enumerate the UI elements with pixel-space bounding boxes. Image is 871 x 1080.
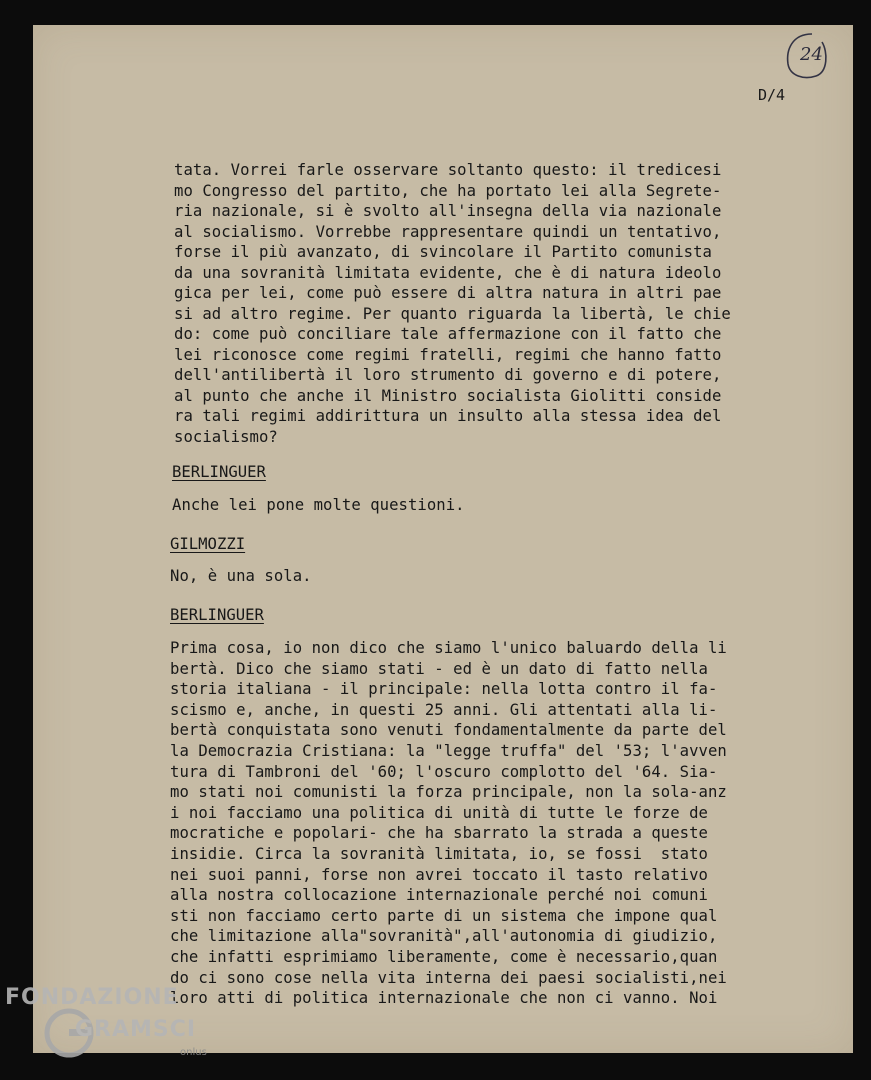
speaker-name: BERLINGUER — [172, 463, 266, 481]
text-line: si ad altro regime. Per quanto riguarda la libertà, le chie — [174, 304, 731, 323]
text-line: loro atti di politica internazionale che non ci vanno. Noi — [170, 989, 718, 1008]
text-line: do ci sono cose nella vita interna dei paesi socialisti,nei — [170, 968, 727, 987]
text-line: al socialismo. Vorrebbe rappresentare quindi un tentativo, — [174, 222, 722, 241]
text-line: da una sovranità limitata evidente, che è di natura ideolo — [174, 263, 722, 282]
text-line: ra tali regimi addirittura un insulto alla stessa idea del — [174, 407, 722, 425]
text-line: bertà conquistata sono venuti fondamentalmente da parte del — [170, 721, 727, 740]
text-line: do: come può conciliare tale affermazione con il fatto che — [174, 325, 722, 343]
text-line: al punto che anche il Ministro socialista Giolitti conside — [174, 386, 722, 405]
speaker-name: BERLINGUER — [170, 606, 264, 624]
text-line: gica per lei, come può essere di altra natura in altri pae — [174, 284, 722, 302]
text-line: tura di Tambroni del '60; l'oscuro complotto del '64. Sia- — [170, 762, 718, 781]
text-line: insidie. Circa la sovranità limitata, io, se fossi stato — [170, 845, 708, 863]
watermark-line-2: GRAMSCI — [75, 1017, 197, 1042]
text-line: dell'antilibertà il loro strumento di governo e di potere, — [174, 366, 722, 384]
text-line: sti non facciamo certo parte di un sistema che impone qual — [170, 906, 718, 925]
text-line: forse il più avanzato, di svincolare il Partito comunista — [174, 243, 712, 261]
watermark-sub: onlus — [180, 1047, 207, 1058]
watermark-line-1: FONDAZIONE — [5, 985, 179, 1010]
fondazione-gramsci-watermark — [5, 985, 225, 1065]
text-line: storia italiana - il principale: nella lotta contro il fa- — [170, 680, 718, 699]
text-line: mo stati noi comunisti la forza principale, non la sola-anz — [170, 783, 727, 802]
text-line: che infatti esprimiamo liberamente, come è necessario,quan — [170, 948, 718, 966]
text-line: che limitazione alla"sovranità",all'autonomia di giudizio, — [170, 927, 718, 946]
text-line: alla nostra collocazione internazionale perché noi comuni — [170, 886, 708, 905]
text-line: mocratiche e popolari- che ha sbarrato la strada a queste — [170, 824, 708, 843]
text-line: ria nazionale, si è svolto all'insegna della via nazionale — [174, 202, 722, 220]
text-line: i noi facciamo una politica di unità di tutte le forze de — [170, 803, 708, 822]
text-line: scismo e, anche, in questi 25 anni. Gli attentati alla li- — [170, 700, 718, 719]
page-number: D/4 — [758, 86, 786, 104]
reply-text: Anche lei pone molte questioni. — [172, 496, 465, 514]
reply-text: No, è una sola. — [170, 567, 312, 585]
text-line: tata. Vorrei farle osservare soltanto questo: il tredicesi — [174, 161, 722, 179]
text-line: Prima cosa, io non dico che siamo l'unico baluardo della li — [170, 639, 727, 657]
text-line: bertà. Dico che siamo stati - ed è un dato di fatto nella — [170, 659, 708, 678]
folio-number: 24 — [800, 44, 823, 65]
text-line: la Democrazia Cristiana: la "legge truffa" del '53; l'avven — [170, 742, 727, 760]
text-line: mo Congresso del partito, che ha portato lei alla Segrete- — [174, 181, 722, 200]
text-line: nei suoi panni, forse non avrei toccato il tasto relativo — [170, 865, 708, 884]
text-line: socialismo? — [174, 427, 278, 446]
text-line: lei riconosce come regimi fratelli, regimi che hanno fatto — [174, 345, 722, 364]
speaker-name: GILMOZZI — [170, 535, 246, 553]
